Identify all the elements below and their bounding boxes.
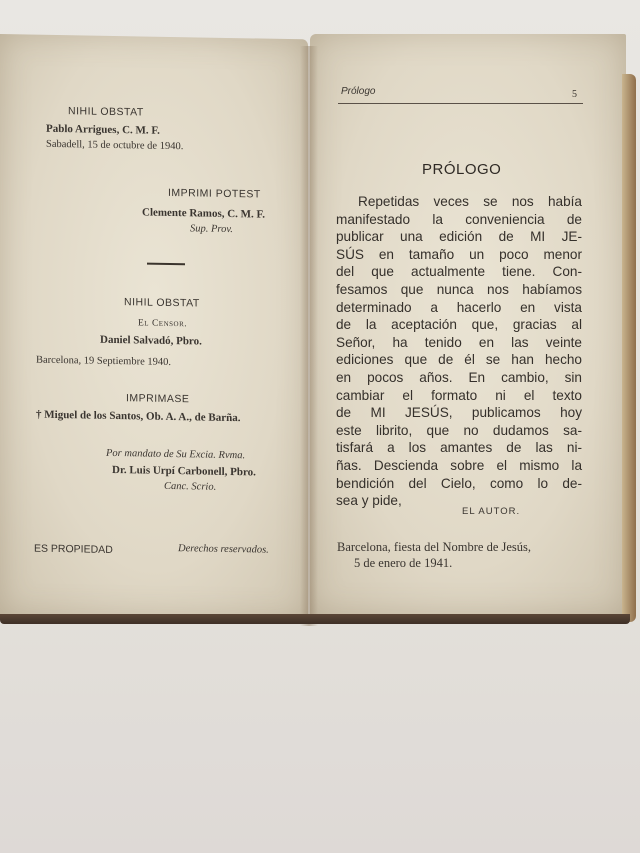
prologue-line: cambiar el formato ni el texto bbox=[336, 387, 582, 403]
book-spine bbox=[300, 46, 318, 626]
rights-notice: Derechos reservados. bbox=[178, 543, 269, 556]
prologue-line: fesamos que nunca nos habíamos bbox=[336, 281, 582, 297]
running-head: Prólogo bbox=[341, 86, 376, 97]
author-signature: EL AUTOR. bbox=[462, 506, 521, 517]
left-page bbox=[0, 34, 308, 619]
prologue-line: determinado a hacerlo en vista bbox=[336, 299, 582, 315]
superior-name: Clemente Ramos, C. M. F. bbox=[142, 206, 266, 221]
prologue-line: publicar una edición de MI JE- bbox=[336, 229, 582, 245]
prologue-title: PRÓLOGO bbox=[422, 161, 502, 178]
header-rule bbox=[338, 103, 583, 104]
prologue-line: SÚS en tamaño un poco menor bbox=[336, 246, 582, 262]
nihil-obstat-heading-2: NIHIL OBSTAT bbox=[124, 296, 200, 310]
censor-name-2: Daniel Salvadó, Pbro. bbox=[100, 333, 202, 348]
superior-title: Sup. Prov. bbox=[190, 223, 233, 236]
imprimi-potest-heading: IMPRIMI POTEST bbox=[168, 186, 261, 201]
prologue-line: Repetidas veces se nos había bbox=[358, 194, 582, 209]
chancellor-title: Canc. Scrio. bbox=[164, 480, 217, 493]
censor-name-1: Pablo Arrigues, C. M. F. bbox=[46, 122, 160, 137]
censor-label: El Censor. bbox=[138, 318, 188, 330]
chancellor-name: Dr. Luis Urpí Carbonell, Pbro. bbox=[112, 463, 256, 479]
prologue-line: ediciones que de él se han hecho bbox=[336, 352, 582, 368]
prologue-line: del que actualmente tiene. Con- bbox=[336, 264, 582, 280]
closing-line-2: 5 de enero de 1941. bbox=[354, 556, 453, 570]
prologue-line: sea y pide, bbox=[336, 493, 402, 509]
prologue-line: tisfará a los amantes de las ni- bbox=[336, 440, 582, 456]
page-edges bbox=[622, 74, 636, 622]
prologue-line: de MI JESÚS, publicamos hoy bbox=[336, 405, 582, 421]
prologue-line: Señor, ha tenido en las veinte bbox=[336, 334, 582, 350]
closing-line-1: Barcelona, fiesta del Nombre de Jesús, bbox=[337, 540, 532, 554]
book-cover-edge bbox=[0, 614, 630, 624]
prologue-line: bendición del Cielo, como lo de- bbox=[336, 475, 582, 491]
prologue-line: este librito, que no dudamos sa- bbox=[336, 422, 582, 438]
prologue-line: manifestado la conveniencia de bbox=[336, 211, 582, 227]
divider-rule bbox=[147, 263, 185, 266]
prologue-line: en pocos años. En cambio, sin bbox=[336, 369, 582, 385]
imprimase-heading: IMPRIMASE bbox=[126, 392, 190, 406]
mandate-line: Por mandato de Su Excia. Rvma. bbox=[106, 447, 246, 462]
place-date-1: Sabadell, 15 de octubre de 1940. bbox=[46, 138, 184, 153]
prologue-body bbox=[336, 193, 582, 510]
prologue-line: ñas. Descienda sobre el mismo la bbox=[336, 457, 582, 473]
place-date-2: Barcelona, 19 Septiembre 1940. bbox=[36, 354, 172, 368]
nihil-obstat-heading-1: NIHIL OBSTAT bbox=[68, 105, 144, 119]
prologue-line: de la aceptación que, gracias al bbox=[336, 317, 582, 333]
page-number: 5 bbox=[572, 89, 577, 100]
bishop-name: † Miguel de los Santos, Ob. A. A., de Barña. bbox=[36, 408, 241, 425]
property-notice: ES PROPIEDAD bbox=[34, 542, 113, 556]
